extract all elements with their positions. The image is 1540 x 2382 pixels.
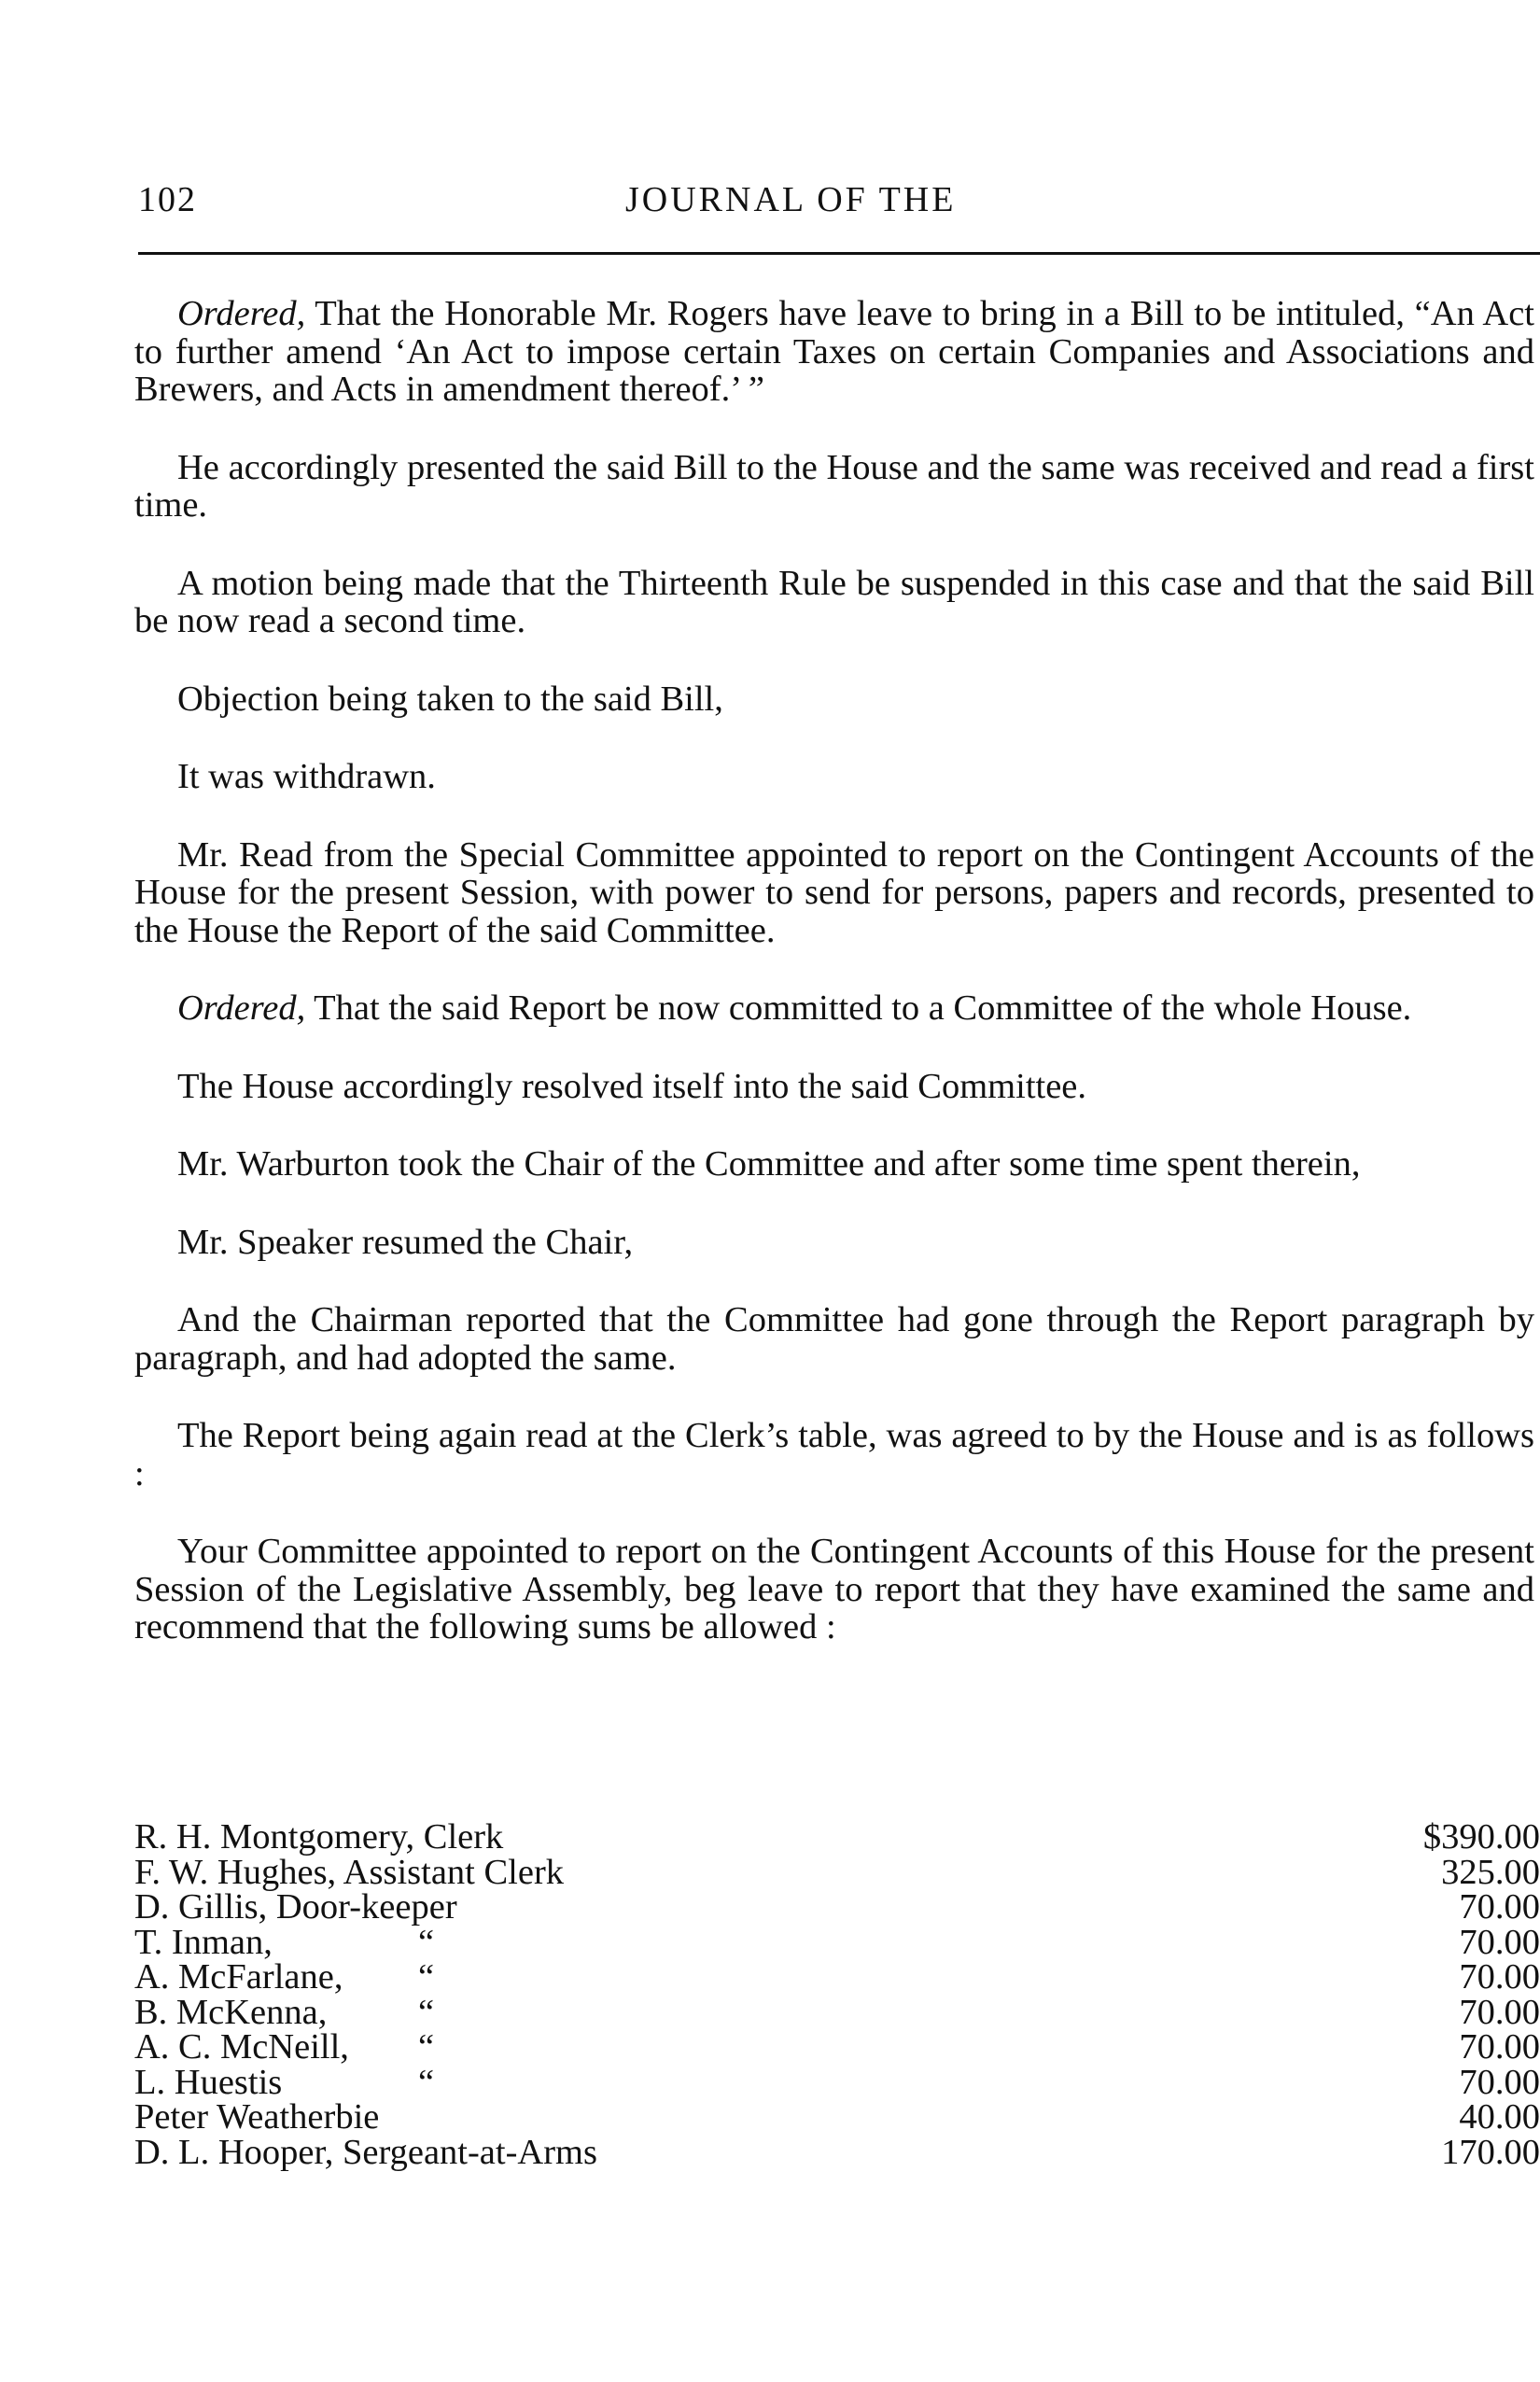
account-name: B. McKenna, [134, 1992, 328, 2032]
paragraph-chairman-reported [134, 1301, 1534, 1377]
page-header [138, 179, 1540, 235]
account-row [134, 1887, 1540, 1927]
account-row [134, 1817, 1540, 1857]
account-name: Peter Weatherbie [134, 2097, 380, 2137]
paragraph-objection [134, 680, 1534, 719]
paragraph-text: The Report being again read at the Clerk’s table, was agreed to by the House and is as follows : [134, 1416, 1534, 1493]
ditto-mark: “ [418, 1957, 435, 1997]
account-amount: 40.00 [1459, 2097, 1540, 2137]
account-amount: 70.00 [1459, 2027, 1540, 2067]
page-number: 102 [138, 180, 197, 219]
paragraph-motion-thirteenth-rule [134, 565, 1534, 640]
account-amount: 70.00 [1459, 1922, 1540, 1962]
paragraph-warburton-chair [134, 1145, 1534, 1184]
account-name: D. Gillis, Door-keeper [134, 1887, 457, 1927]
account-amount: $390.00 [1422, 1817, 1540, 1857]
account-row [134, 1852, 1540, 1892]
ditto-mark: “ [418, 1992, 435, 2032]
paragraph-text: Mr. Read from the Special Committee appointed to report on the Contingent Accounts of the House for the present Session, with power to send for persons, papers and records, presented to the House the Report of the said Committee. [134, 834, 1534, 950]
paragraph-text: It was withdrawn. [177, 757, 436, 796]
paragraph-house-resolved [134, 1068, 1534, 1106]
paragraph-special-committee-report [134, 836, 1534, 950]
account-amount: 70.00 [1459, 1957, 1540, 1997]
account-row [134, 2027, 1540, 2067]
paragraph-text: Objection being taken to the said Bill, [177, 679, 723, 719]
account-row [134, 1992, 1540, 2032]
account-amount: 70.00 [1459, 2062, 1540, 2102]
paragraph-text: That the said Report be now committed to a Committee of the whole House. [305, 988, 1412, 1028]
account-row [134, 2132, 1540, 2172]
paragraph-text: Mr. Warburton took the Chair of the Committee and after some time spent therein, [177, 1144, 1361, 1184]
account-name: R. H. Montgomery, Clerk [134, 1817, 504, 1857]
account-name: D. L. Hooper, Sergeant-at-Arms [134, 2132, 597, 2172]
account-row [134, 2062, 1540, 2102]
account-amount: 325.00 [1441, 1852, 1540, 1892]
account-amount: 70.00 [1459, 1992, 1540, 2032]
ditto-mark: “ [418, 2062, 435, 2102]
account-row [134, 2097, 1540, 2137]
header-rule [138, 252, 1540, 255]
paragraph-text: The House accordingly resolved itself into the said Committee. [177, 1066, 1087, 1106]
paragraph-order-committee-whole [134, 989, 1534, 1028]
account-amount: 70.00 [1459, 1887, 1540, 1927]
ditto-mark: “ [418, 2027, 435, 2067]
paragraph-text: Your Committee appointed to report on the Contingent Accounts of this House for the present Session of the Legislative Assembly, beg leave to report that they have examined the same and recommend that the following sums be allowed : [134, 1532, 1534, 1646]
paragraph-text: And the Chairman reported that the Committee had gone through the Report paragraph by paragraph, and had adopted the same. [134, 1300, 1534, 1378]
page-title: JOURNAL OF THE [625, 180, 957, 219]
paragraph-text: Mr. Speaker resumed the Chair, [177, 1222, 634, 1262]
account-amount: 170.00 [1441, 2132, 1540, 2172]
paragraph-speaker-resumed [134, 1224, 1534, 1262]
ditto-mark: “ [418, 1922, 435, 1962]
paragraph-withdrawn [134, 758, 1534, 796]
account-row [134, 1957, 1540, 1997]
paragraph-text: That the Honorable Mr. Rogers have leave to bring in a Bill to be intituled, “An Act to further amend ‘An Act to impose certain Taxes on certain Companies and Associations and Brewers, and Acts in amendment thereof.’ ” [134, 294, 1534, 409]
account-name: F. W. Hughes, Assistant Clerk [134, 1852, 565, 1892]
account-name: A. McFarlane, [134, 1957, 343, 1997]
paragraph-report-agreed [134, 1417, 1534, 1492]
account-name: T. Inman, [134, 1922, 273, 1962]
paragraph-text: He accordingly presented the said Bill to the House and the same was received and read a first time. [134, 447, 1534, 525]
paragraph-text: A motion being made that the Thirteenth Rule be suspended in this case and that the said Bill be now read a second time. [134, 563, 1534, 640]
ordered-label: Ordered, [177, 294, 306, 333]
paragraph-order-rogers-bill [134, 295, 1534, 409]
journal-body [134, 295, 1534, 1687]
ordered-label: Ordered, [177, 988, 306, 1028]
paragraph-committee-recommendation [134, 1533, 1534, 1646]
paragraph-bill-presented [134, 449, 1534, 525]
account-name: A. C. McNeill, [134, 2027, 349, 2067]
account-name: L. Huestis [134, 2062, 283, 2102]
accounts-list [134, 1817, 1540, 2172]
account-row [134, 1922, 1540, 1962]
